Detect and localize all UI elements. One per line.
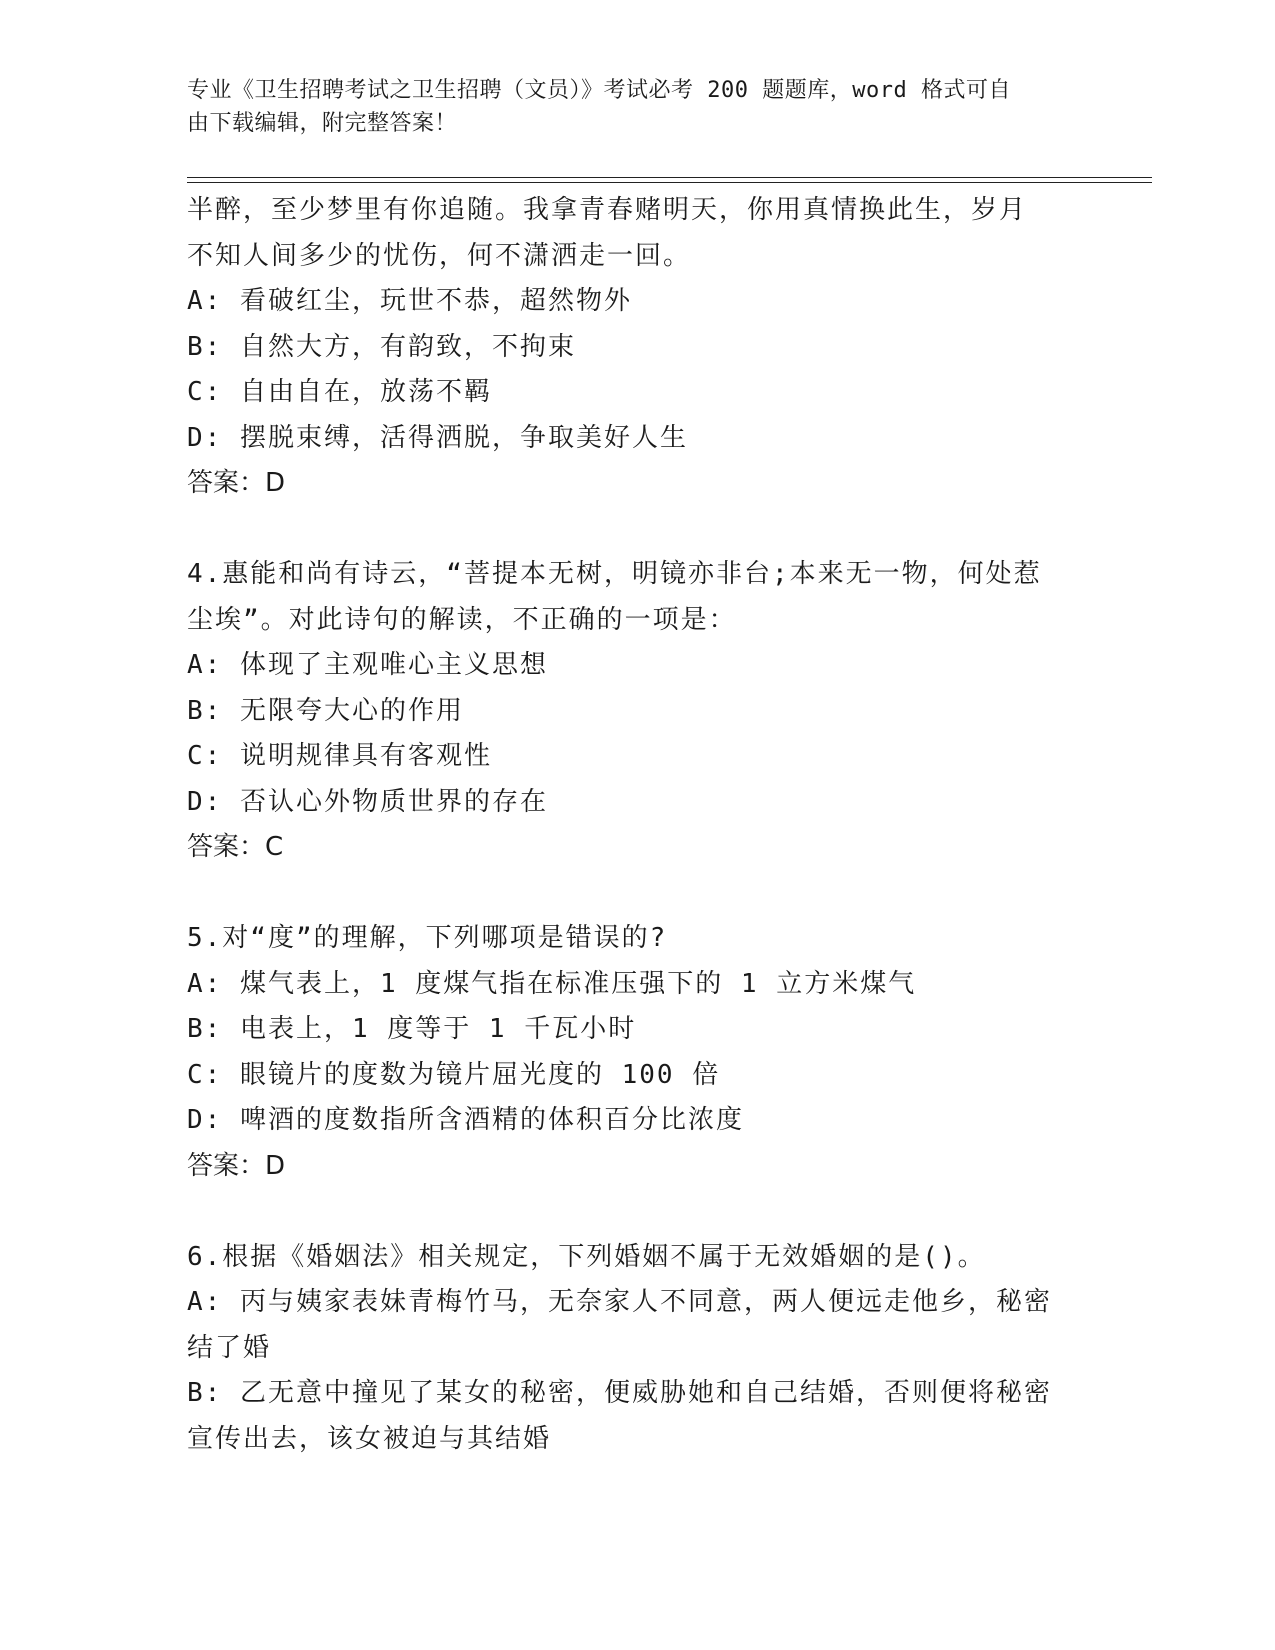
question-6 <box>187 1235 1067 1463</box>
header-divider-bottom <box>187 182 1152 183</box>
option-a-continued: 结了婚 <box>187 1332 272 1363</box>
option-b: B: 自然大方，有韵致，不拘束 <box>187 331 576 362</box>
option-c: C: 眼镜片的度数为镜片屈光度的 100 倍 <box>187 1059 721 1090</box>
answer-label: 答案：C <box>187 832 284 862</box>
spacer <box>187 1189 1067 1235</box>
option-a: A: 丙与姨家表妹青梅竹马，无奈家人不同意，两人便远走他乡，秘密 <box>187 1287 1052 1317</box>
option-a: A: 煤气表上，1 度煤气指在标准压强下的 1 立方米煤气 <box>187 968 917 999</box>
option-b-continued: 宣传出去，该女被迫与其结婚 <box>187 1423 552 1454</box>
option-d: D: 摆脱束缚，活得洒脱，争取美好人生 <box>187 422 688 453</box>
question-3 <box>187 188 1067 507</box>
option-c: C: 说明规律具有客观性 <box>187 741 492 771</box>
question-stem-line: 5.对“度”的理解，下列哪项是错误的? <box>187 923 668 953</box>
option-a: A: 体现了主观唯心主义思想 <box>187 650 548 680</box>
question-stem-line: 6.根据《婚姻法》相关规定，下列婚姻不属于无效婚姻的是()。 <box>187 1241 986 1272</box>
question-stem-line: 尘埃”。对此诗句的解读，不正确的一项是： <box>187 604 737 635</box>
question-stem-line: 半醉，至少梦里有你追随。我拿青春赌明天，你用真情换此生，岁月 <box>187 195 1028 225</box>
option-b: B: 电表上，1 度等于 1 千瓦小时 <box>187 1014 637 1044</box>
question-stem-line: 4.惠能和尚有诗云，“菩提本无树，明镜亦非台;本来无一物，何处惹 <box>187 559 1042 589</box>
option-b: B: 乙无意中撞见了某女的秘密，便威胁她和自己结婚，否则便将秘密 <box>187 1378 1052 1408</box>
question-5 <box>187 916 1067 1189</box>
header-divider-top <box>187 177 1152 178</box>
header-line-1: 专业《卫生招聘考试之卫生招聘（文员）》考试必考 200 题题库，word 格式可自 <box>187 78 1011 103</box>
answer-label: 答案：D <box>187 468 286 498</box>
header-line-2: 由下载编辑，附完整答案！ <box>187 111 458 136</box>
option-c: C: 自由自在，放荡不羁 <box>187 377 492 407</box>
document-header <box>187 74 1067 140</box>
question-4 <box>187 552 1067 871</box>
document-body <box>187 188 1067 1462</box>
spacer <box>187 507 1067 553</box>
option-d: D: 啤酒的度数指所含酒精的体积百分比浓度 <box>187 1105 744 1135</box>
option-b: B: 无限夸大心的作用 <box>187 695 464 726</box>
answer-label: 答案：D <box>187 1150 286 1181</box>
question-stem-line: 不知人间多少的忧伤，何不潇洒走一回。 <box>187 240 692 271</box>
option-d: D: 否认心外物质世界的存在 <box>187 786 548 817</box>
spacer <box>187 871 1067 917</box>
option-a: A: 看破红尘，玩世不恭，超然物外 <box>187 286 632 316</box>
